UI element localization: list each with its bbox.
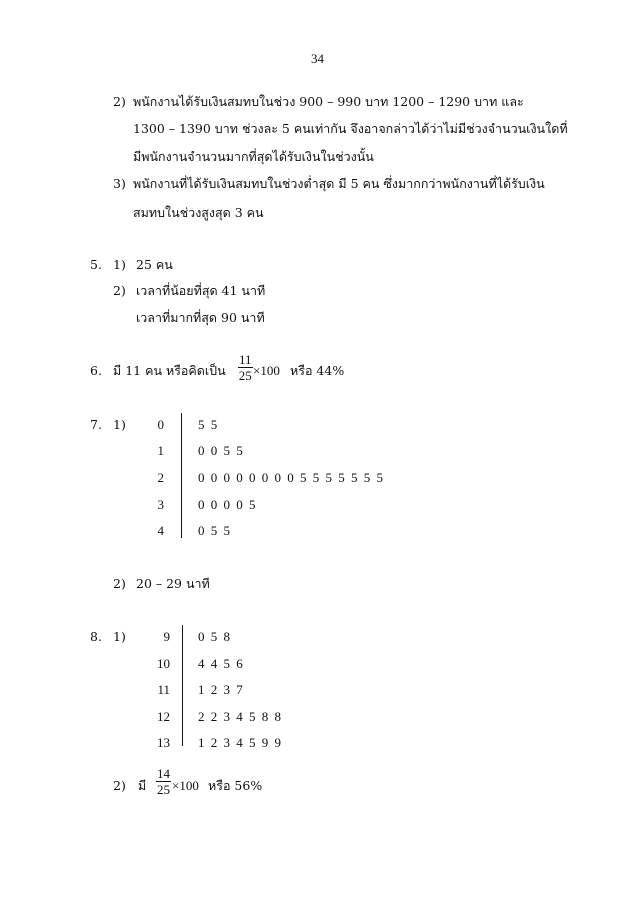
stem-value: 4 (157, 523, 164, 538)
stem-leaf-divider (182, 625, 183, 746)
item-number: 2) (113, 94, 126, 109)
multiplier: ×100 (253, 363, 280, 378)
stem-value: 9 (163, 629, 170, 644)
question-number: 6. (90, 363, 102, 378)
fraction-denominator: 25 (157, 782, 170, 797)
leaf-values: 1 2 3 4 5 9 9 (198, 735, 281, 750)
fraction-numerator: 14 (157, 766, 170, 781)
item-number: 1) (113, 629, 126, 644)
answer-text: พนักงานได้รับเงินสมทบในช่วง 900 – 990 บาท 1200 – 1290 บาท และ (133, 94, 524, 109)
leaf-values: 2 2 3 4 5 8 8 (198, 709, 281, 724)
stem-value: 2 (157, 470, 164, 485)
fraction-numerator: 11 (239, 352, 252, 367)
answer-text: สมทบในช่วงสูงสุด 3 คน (133, 205, 264, 220)
stem-leaf-divider (181, 413, 182, 538)
stem-value: 10 (157, 656, 170, 671)
question-number: 7. (90, 417, 102, 432)
answer-text: หรือ 56% (208, 778, 263, 793)
leaf-values: 0 0 0 0 5 (198, 497, 256, 512)
answer-text: หรือ 44% (290, 363, 345, 378)
stem-value: 3 (157, 497, 164, 512)
item-number: 1) (113, 257, 126, 272)
item-number: 2) (113, 778, 126, 793)
answer-text: 25 คน (136, 257, 173, 272)
answer-text: มี 11 คน หรือคิดเป็น (113, 363, 226, 378)
answer-text: 1300 – 1390 บาท ช่วงละ 5 คนเท่ากัน จึงอาจกล่าวได้ว่าไม่มีช่วงจำนวนเงินใดที่ (133, 121, 568, 136)
leaf-values: 0 0 0 0 0 0 0 0 5 5 5 5 5 5 5 (198, 470, 383, 485)
stem-value: 1 (157, 443, 164, 458)
stem-value: 11 (157, 682, 170, 697)
leaf-values: 5 5 (198, 417, 218, 432)
leaf-values: 0 0 5 5 (198, 443, 243, 458)
fraction (156, 766, 171, 797)
fraction-denominator: 25 (238, 368, 252, 383)
leaf-values: 0 5 5 (198, 523, 230, 538)
answer-text: เวลาที่มากที่สุด 90 นาที (136, 310, 265, 325)
answer-text: พนักงานที่ได้รับเงินสมทบในช่วงต่ำสุด มี 5 คน ซึ่งมากกว่าพนักงานที่ได้รับเงิน (133, 176, 545, 191)
stem-value: 0 (157, 417, 164, 432)
fraction (238, 352, 253, 383)
answer-text: เวลาที่น้อยที่สุด 41 นาที (136, 283, 266, 298)
answer-text: 20 – 29 นาที (136, 576, 210, 591)
leaf-values: 4 4 5 6 (198, 656, 243, 671)
item-number: 3) (113, 176, 126, 191)
item-number: 2) (113, 576, 126, 591)
stem-value: 13 (157, 735, 170, 750)
multiplier: ×100 (172, 778, 199, 793)
stem-value: 12 (157, 709, 170, 724)
question-number: 8. (90, 629, 102, 644)
answer-text: มี (138, 778, 147, 793)
item-number: 2) (113, 283, 126, 298)
leaf-values: 0 5 8 (198, 629, 230, 644)
item-number: 1) (113, 417, 126, 432)
page-number: 34 (311, 51, 324, 66)
leaf-values: 1 2 3 7 (198, 682, 243, 697)
answer-text: มีพนักงานจำนวนมากที่สุดได้รับเงินในช่วงนั้น (133, 149, 374, 164)
question-number: 5. (90, 257, 102, 272)
